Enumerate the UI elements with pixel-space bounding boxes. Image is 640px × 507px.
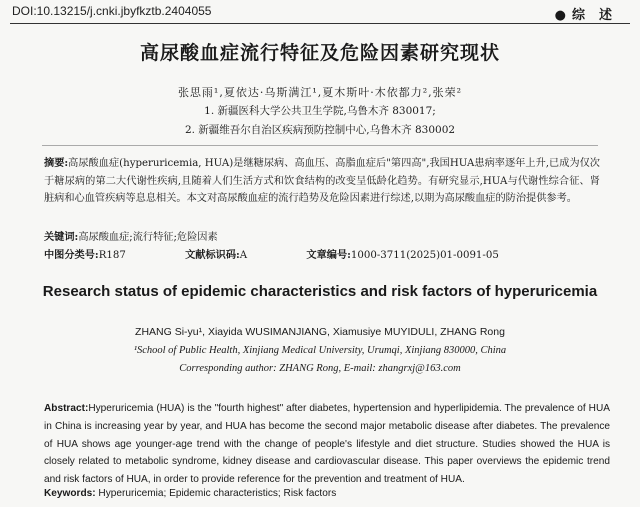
zh-authors: 张思雨¹,夏依达·乌斯满江¹,夏木斯叶·木依都力²,张荣²: [177, 86, 463, 99]
en-keywords: [44, 488, 336, 499]
zh-keywords-label: 关键词:: [44, 231, 79, 243]
doc-code-value: A: [239, 250, 248, 261]
section-rule: [42, 145, 598, 146]
en-title: Research status of epidemic characteristics and risk factors of hyperuricemia: [42, 283, 598, 300]
en-abstract-label: Abstract:: [44, 403, 89, 414]
en-affiliation: ¹School of Public Health, Xinjiang Medical University, Urumqi, Xinjiang 830000, China: [133, 345, 507, 356]
en-authors: ZHANG Si-yu¹, Xiayida WUSIMANJIANG, Xiamusiye MUYIDULI, ZHANG Rong: [135, 326, 505, 338]
zh-abstract-text: 高尿酸血症(hyperuricemia, HUA)是继糖尿病、高血压、高脂血症后"第四高",我国HUA患病率逐年上升,已成为仅次于糖尿病的第二大代谢性疾病,且随着人们生活方式和饮食结构的改变呈低龄化趋势。有研究显示,HUA与代谢性综合征、肾脏病和心血管疾病等息息相关。本文对高尿酸血症的流行趋势及危险因素进行综述,以期为高尿酸血症的防治提供参考。: [44, 158, 600, 204]
en-keywords-text: Hyperuricemia; Epidemic characteristics; Risk factors: [98, 488, 337, 499]
section-label: 综述: [571, 8, 626, 23]
zh-keywords: [44, 228, 218, 243]
en-abstract-text: Hyperuricemia (HUA) is the "fourth highest" after diabetes, hypertension and hyperlipidemia. The prevalence of HUA in China is increasing year by year, and HUA has become the second major metabolic disease after diabetes. The prevalence of HUA shows age younger-age trend with the change of people's lifestyle and diet structure. Studies showed the HUA is closely related to metabolic syndrome, kidney disease and cardiovascular disease. This paper overviews the epidemic trend and risk factors of HUA, in order to provide reference for the prevention and treatment of HUA.: [44, 403, 610, 486]
clc-field: [44, 250, 154, 261]
clc-value: R187: [98, 250, 126, 261]
en-keywords-label: Keywords:: [44, 488, 96, 499]
doc-code-label: 文献标识码:: [185, 249, 240, 261]
doc-code-field: [185, 250, 275, 261]
zh-abstract: [44, 155, 600, 208]
article-no-label: 文章编号:: [306, 249, 351, 261]
clc-label: 中图分类号:: [44, 249, 99, 261]
section-tag: [555, 4, 626, 23]
header-rule: [10, 23, 630, 24]
en-abstract: [44, 400, 610, 489]
zh-affiliation-2: 2. 新疆维吾尔自治区疾病预防控制中心,乌鲁木齐 830002: [184, 124, 456, 136]
doi-text: DOI:10.13215/j.cnki.jbyfkztb.2404055: [12, 4, 212, 18]
article-no-field: [306, 250, 526, 261]
en-corresponding-author: Corresponding author: ZHANG Rong, E-mail: zhangrxj@163.com: [179, 363, 461, 374]
article-meta: [44, 246, 604, 261]
zh-title: 高尿酸血症流行特征及危险因素研究现状: [139, 42, 500, 64]
zh-keywords-text: 高尿酸血症;流行特征;危险因素: [78, 232, 218, 243]
bullet-icon: ●: [554, 8, 566, 23]
zh-affiliation-1: 1. 新疆医科大学公共卫生学院,乌鲁木齐 830017;: [204, 105, 436, 117]
article-no-value: 1000-3711(2025)01-0091-05: [350, 250, 499, 261]
zh-abstract-label: 摘要:: [44, 157, 69, 169]
